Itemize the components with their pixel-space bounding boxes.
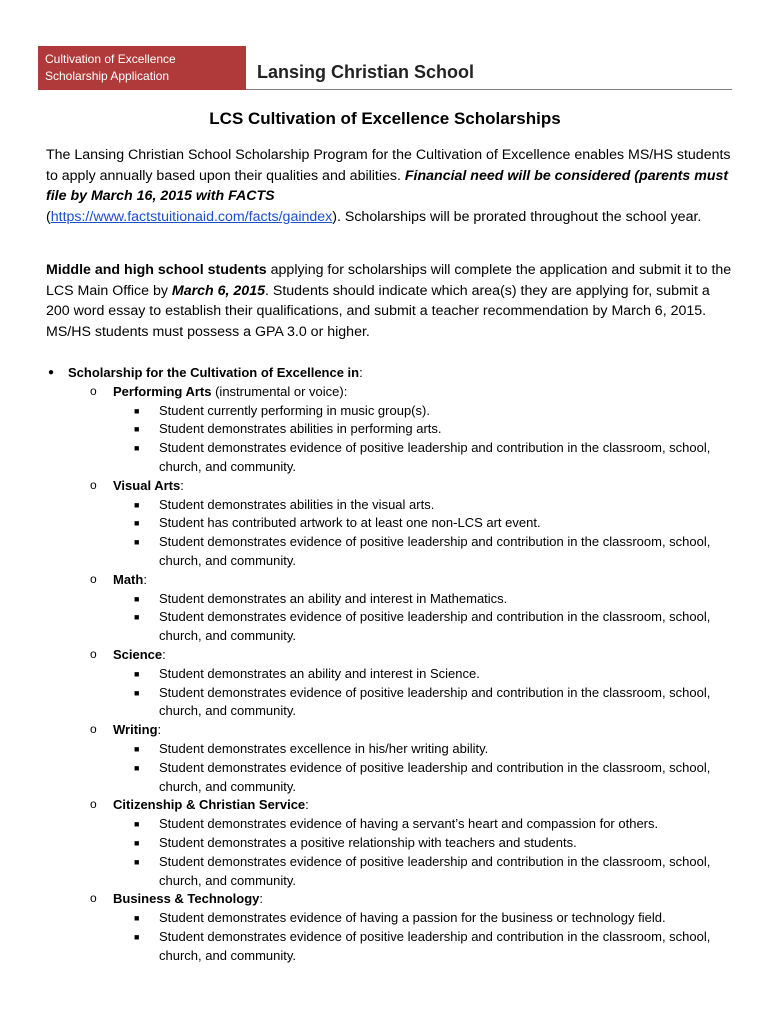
- criterion-item: [0, 514, 770, 533]
- header-label-line1: Cultivation of Excellence: [45, 52, 176, 66]
- criterion-item: [0, 402, 770, 421]
- facts-link[interactable]: https://www.factstuitionaid.com/facts/gaindex: [50, 208, 333, 225]
- criterion-item: [0, 608, 770, 646]
- square-bullet-icon: ■: [134, 913, 140, 924]
- category-item: [0, 571, 770, 590]
- criterion-text: Student demonstrates evidence of positive leadership and contribution in the classroom, school, church, and community.: [159, 534, 711, 568]
- criterion-text: Student currently performing in music group(s).: [159, 402, 430, 418]
- submission-deadline: March 6, 2015: [171, 282, 265, 299]
- category-item: [0, 796, 770, 815]
- criterion-text: Student demonstrates abilities in the visual arts.: [159, 496, 435, 512]
- scholarship-list: [0, 364, 770, 966]
- criterion-item: [0, 665, 770, 684]
- financial-need-notice: Financial need will be considered (parents must file by March 16, 2015 with FACTS: [46, 167, 729, 205]
- square-bullet-icon: ■: [134, 931, 140, 942]
- category-item: [0, 477, 770, 496]
- category-note: :: [259, 891, 264, 907]
- category-name: Math: [113, 571, 144, 587]
- criterion-item: [0, 909, 770, 928]
- category-name: Writing: [113, 722, 158, 738]
- criterion-item: [0, 740, 770, 759]
- category-note: :: [180, 477, 184, 493]
- bullet-dot-icon: ●: [48, 367, 55, 378]
- category-name: Business & Technology: [113, 891, 260, 907]
- criterion-text: Student demonstrates evidence of positive leadership and contribution in the classroom, school, church, and community.: [159, 928, 711, 963]
- list-heading-colon: :: [359, 365, 363, 380]
- criterion-item: [0, 420, 770, 439]
- category-note: :: [143, 571, 147, 587]
- category-note: :: [162, 646, 166, 662]
- criterion-item: [0, 928, 770, 966]
- category-item: [0, 646, 770, 665]
- criterion-text: Student demonstrates an ability and interest in Mathematics.: [159, 590, 508, 606]
- intro-paren-open: (: [46, 208, 51, 225]
- square-bullet-icon: ■: [134, 687, 140, 698]
- criterion-text: Student demonstrates an ability and interest in Science.: [159, 665, 480, 681]
- criterion-text: Student demonstrates abilities in performing arts.: [159, 421, 442, 437]
- criterion-text: Student demonstrates evidence of positive leadership and contribution in the classroom, school, church, and community.: [159, 759, 711, 794]
- square-bullet-icon: ■: [134, 837, 140, 848]
- criterion-item: [0, 496, 770, 515]
- list-heading: Scholarship for the Cultivation of Excellence in: [68, 365, 360, 380]
- criterion-item: [0, 590, 770, 609]
- square-bullet-icon: ■: [134, 762, 140, 773]
- square-bullet-icon: ■: [134, 424, 140, 435]
- category-name: Citizenship & Christian Service: [113, 797, 306, 813]
- criterion-item: [0, 533, 770, 571]
- square-bullet-icon: ■: [134, 499, 140, 510]
- category-item: [0, 890, 770, 909]
- criterion-text: Student demonstrates evidence of positive leadership and contribution in the classroom, school, church, and community.: [159, 853, 711, 888]
- criterion-text: Student has contributed artwork to at least one non-LCS art event.: [159, 515, 541, 531]
- square-bullet-icon: ■: [134, 819, 140, 830]
- intro-paragraph: [46, 145, 736, 227]
- criterion-text: Student demonstrates evidence of positive leadership and contribution in the classroom, school, church, and community.: [159, 440, 711, 474]
- list-heading-item: [0, 364, 770, 383]
- criterion-item: [0, 815, 770, 834]
- circle-bullet-icon: o: [90, 383, 97, 398]
- category-name: Performing Arts: [113, 383, 212, 399]
- category-item: [0, 721, 770, 740]
- square-bullet-icon: ■: [134, 856, 140, 867]
- criterion-item: [0, 759, 770, 797]
- criterion-text: Student demonstrates a positive relationship with teachers and students.: [159, 834, 577, 850]
- square-bullet-icon: ■: [134, 612, 140, 623]
- circle-bullet-icon: o: [90, 571, 97, 586]
- middle-high-paragraph: [46, 260, 736, 342]
- category-item: [0, 383, 770, 402]
- circle-bullet-icon: o: [90, 722, 97, 737]
- criterion-text: Student demonstrates evidence of having a passion for the business or technology field.: [159, 910, 666, 926]
- category-note: :: [157, 722, 162, 738]
- circle-bullet-icon: o: [90, 477, 97, 492]
- middle-high-text: applying for scholarships will complete the application and submit it to the LCS Main Office by: [46, 262, 732, 299]
- square-bullet-icon: ■: [134, 743, 140, 754]
- header-label-box: [38, 46, 246, 90]
- header-label-line2: Scholarship Application: [45, 69, 170, 83]
- circle-bullet-icon: o: [90, 797, 97, 812]
- header-divider: [246, 89, 732, 90]
- circle-bullet-icon: o: [90, 646, 97, 661]
- square-bullet-icon: ■: [134, 443, 140, 454]
- middle-high-text-end: . Students should indicate which area(s) they are applying for, submit a 200 word essay to establish their qualifications, and submit a teacher recommendation by March 6, 2015. MS/HS students must possess a GPA 3.0 or higher.: [46, 282, 710, 340]
- criterion-text: Student demonstrates evidence of positive leadership and contribution in the classroom, school, church, and community.: [159, 684, 711, 719]
- intro-text-end: ). Scholarships will be prorated throughout the school year.: [332, 208, 702, 225]
- category-note: :: [305, 797, 309, 813]
- category-name: Science: [113, 646, 163, 662]
- criterion-item: [0, 834, 770, 853]
- page-title: LCS Cultivation of Excellence Scholarships: [209, 109, 561, 128]
- square-bullet-icon: ■: [134, 668, 140, 679]
- criterion-text: Student demonstrates excellence in his/her writing ability.: [159, 740, 489, 756]
- circle-bullet-icon: o: [90, 891, 97, 906]
- square-bullet-icon: ■: [134, 537, 140, 548]
- middle-high-lead: Middle and high school students: [46, 262, 267, 278]
- square-bullet-icon: ■: [134, 518, 140, 529]
- school-name: Lansing Christian School: [257, 62, 475, 82]
- criterion-item: [0, 853, 770, 891]
- criterion-item: [0, 439, 770, 477]
- square-bullet-icon: ■: [134, 405, 140, 416]
- square-bullet-icon: ■: [134, 593, 140, 604]
- criterion-text: Student demonstrates evidence of positive leadership and contribution in the classroom, school, church, and community.: [159, 609, 711, 644]
- category-name: Visual Arts: [113, 477, 181, 493]
- criterion-text: Student demonstrates evidence of having a servant’s heart and compassion for others.: [159, 816, 659, 832]
- intro-text: The Lansing Christian School Scholarship Program for the Cultivation of Excellence enables MS/HS students to apply annually based upon their qualities and abilities.: [46, 147, 731, 184]
- category-note: (instrumental or voice):: [211, 383, 348, 399]
- criterion-item: [0, 684, 770, 722]
